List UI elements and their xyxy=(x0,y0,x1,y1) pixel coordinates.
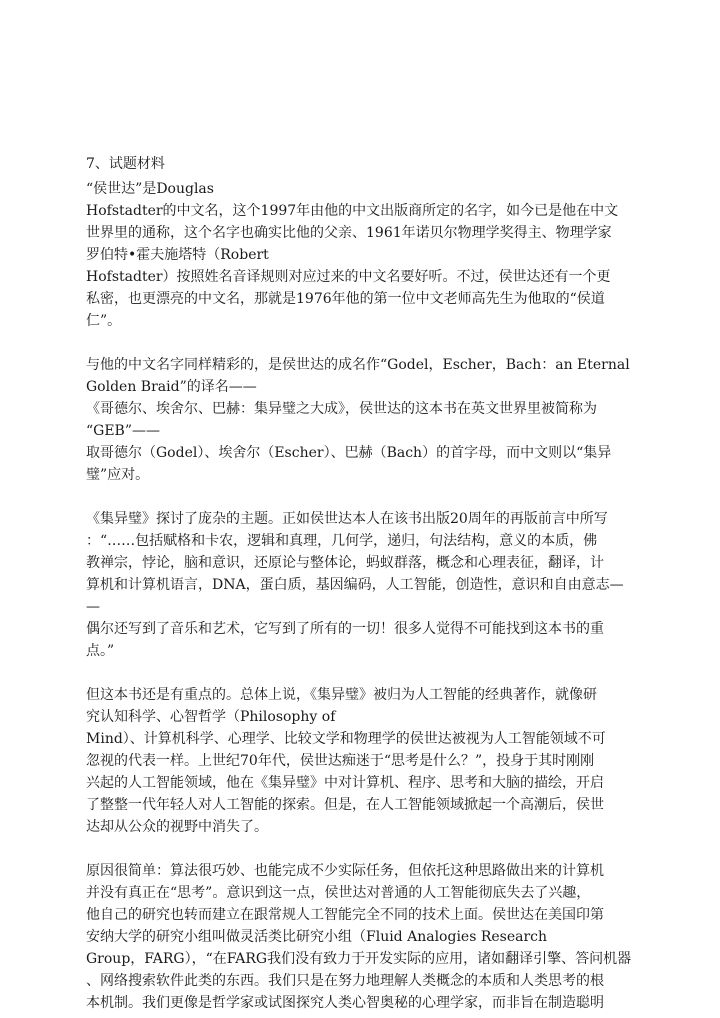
text-line: “GEB”—— xyxy=(86,423,161,439)
text-line: 了整整一代年轻人对人工智能的探索。但是，在人工智能领域掀起一个高潮后，侯世 xyxy=(86,797,604,813)
text-line: 《哥德尔、埃舍尔、巴赫：集异璧之大成》，侯世达的这本书在英文世界里被简称为 xyxy=(86,401,597,417)
text-line: Golden Braid”的译名—— xyxy=(86,379,257,395)
text-line: 私密，也更漂亮的中文名，那就是1976年他的第一位中文老师高先生为他取的“侯道 xyxy=(86,291,605,307)
paragraph-spacer xyxy=(86,662,634,684)
text-line: 并没有真正在“思考”。意识到这一点，侯世达对普通的人工智能彻底失去了兴趣， xyxy=(86,885,591,901)
text-line: 《集异璧》探讨了庞杂的主题。正如侯世达本人在该书出版20周年的再版前言中所写 xyxy=(86,511,608,527)
text-line: — xyxy=(86,599,100,615)
paragraph xyxy=(86,354,634,486)
text-line: Hofstadter）按照姓名音译规则对应过来的中文名要好听。不过，侯世达还有一个更 xyxy=(86,269,611,285)
document-body xyxy=(86,153,634,1014)
text-line: 罗伯特•霍夫施塔特（Robert xyxy=(86,247,269,263)
text-line: 原因很简单：算法很巧妙、也能完成不少实际任务，但依托这种思路做出来的计算机 xyxy=(86,863,604,879)
text-line: 教禅宗，悖论，脑和意识，还原论与整体论，蚂蚁群落，概念和心理表征，翻译，计 xyxy=(86,555,604,571)
text-line: 璧”应对。 xyxy=(86,467,150,483)
paragraph-list xyxy=(86,178,634,1014)
text-line: 兴起的人工智能领域，他在《集异璧》中对计算机、程序、思考和大脑的描绘，开启 xyxy=(86,775,604,791)
paragraph-spacer xyxy=(86,838,634,860)
text-line: ：“……包括赋格和卡农，逻辑和真理，几何学，递归，句法结构，意义的本质，佛 xyxy=(86,533,598,549)
paragraph xyxy=(86,860,634,1014)
paragraph-spacer xyxy=(86,486,634,508)
text-line: “侯世达”是Douglas xyxy=(86,181,214,197)
section-heading: 7、试题材料 xyxy=(86,156,165,172)
text-line: Group，FARG），“在FARG我们没有致力于开发实际的应用，诸如翻译引擎、答问机器 xyxy=(86,951,632,967)
text-line: 与他的中文名字同样精彩的，是侯世达的成名作“Godel，Escher，Bach：an Eternal xyxy=(86,357,630,373)
text-line: 安纳大学的研究小组叫做灵活类比研究小组（Fluid Analogies Research xyxy=(86,929,548,945)
text-line: 取哥德尔（Godel）、埃舍尔（Escher）、巴赫（Bach）的首字母，而中文则以“集异 xyxy=(86,445,612,461)
text-line: 忽视的代表一样。上世纪70年代，侯世达痴迷于“思考是什么？”，投身于其时刚刚 xyxy=(86,753,595,769)
text-line: 算机和计算机语言，DNA，蛋白质，基因编码，人工智能，创造性，意识和自由意志— xyxy=(86,577,624,593)
text-line: 仁”。 xyxy=(86,313,122,329)
paragraph xyxy=(86,508,634,662)
text-line: 世界里的通称，这个名字也确实比他的父亲、1961年诺贝尔物理学奖得主、物理学家 xyxy=(86,225,612,241)
text-line: 他自己的研究也转而建立在跟常规人工智能完全不同的技术上面。侯世达在美国印第 xyxy=(86,907,604,923)
text-line: Hofstadter的中文名，这个1997年由他的中文出版商所定的名字，如今已是他在中文 xyxy=(86,203,619,219)
text-line: 点。” xyxy=(86,643,115,659)
text-line: 偶尔还写到了音乐和艺术，它写到了所有的一切！很多人觉得不可能找到这本书的重 xyxy=(86,621,604,637)
text-line: 究认知科学、心智哲学（Philosophy of xyxy=(86,709,336,725)
paragraph xyxy=(86,684,634,838)
paragraph-spacer xyxy=(86,332,634,354)
text-line: 达却从公众的视野中消失了。 xyxy=(86,819,268,835)
text-line: 、网络搜索软件此类的东西。我们只是在努力地理解人类概念的本质和人类思考的根 xyxy=(86,973,604,989)
text-line: Mind）、计算机科学、心理学、比较文学和物理学的侯世达被视为人工智能领域不可 xyxy=(86,731,606,747)
text-line: 但这本书还是有重点的。总体上说，《集异璧》被归为人工智能的经典著作，就像研 xyxy=(86,687,597,703)
paragraph xyxy=(86,178,634,332)
text-line: 本机制。我们更像是哲学家或试图探究人类心智奥秘的心理学家，而非旨在制造聪明 xyxy=(86,995,604,1011)
